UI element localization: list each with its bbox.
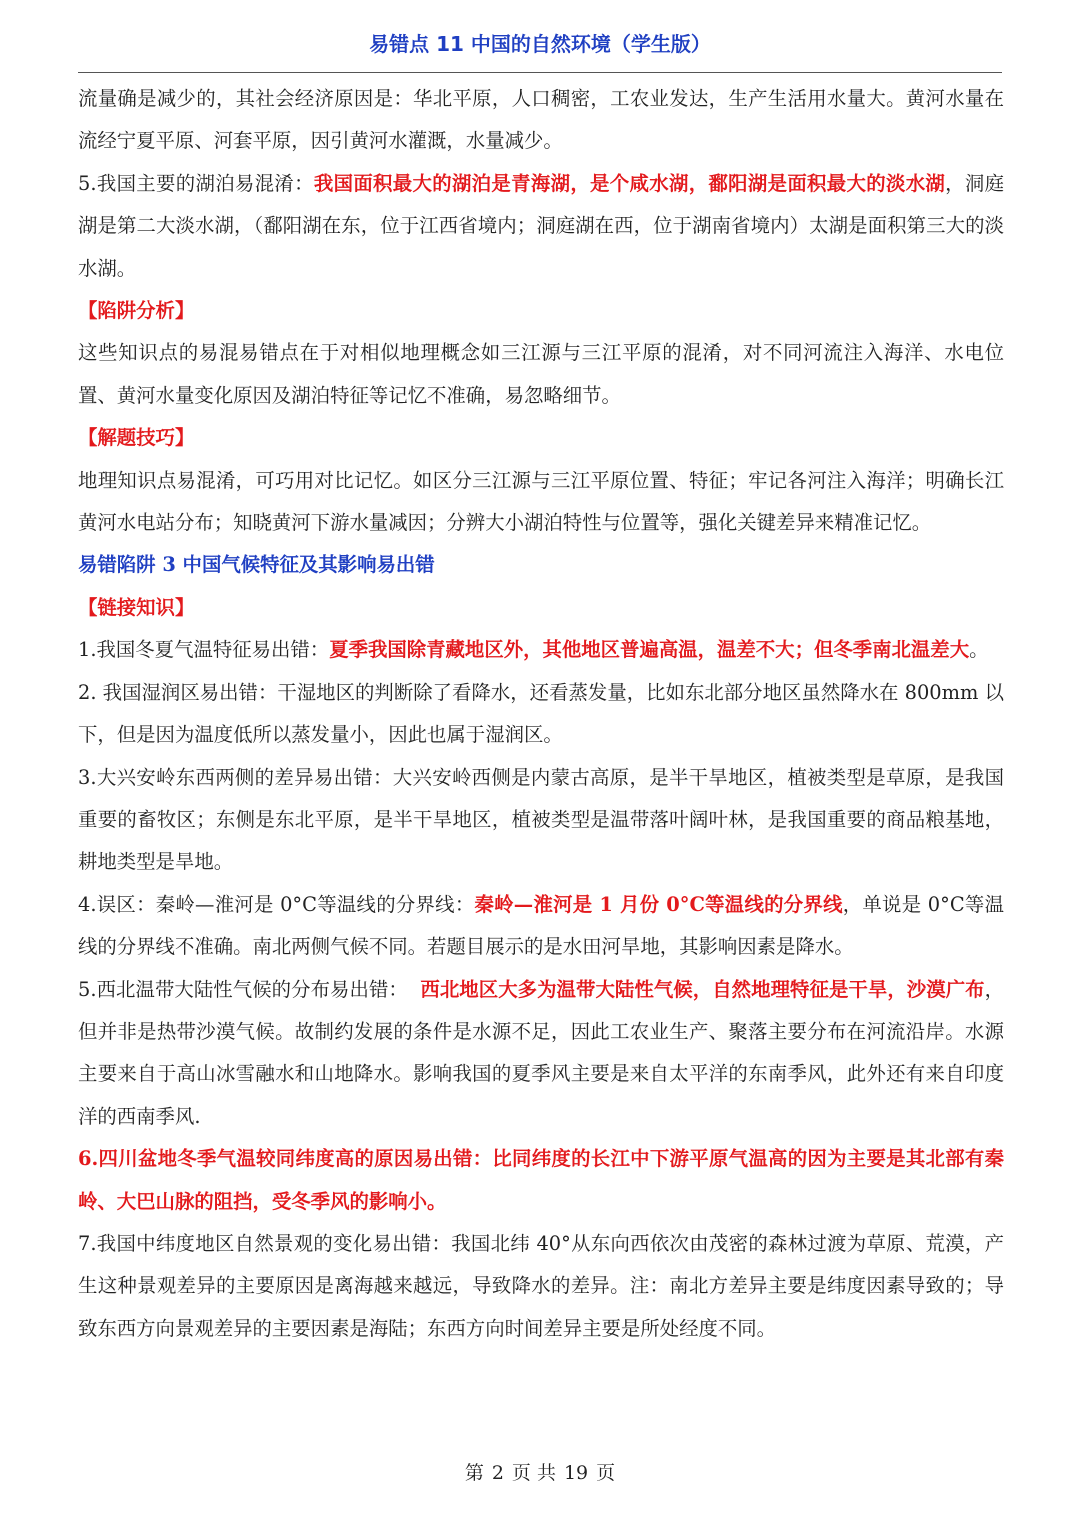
point-4-highlight: 秦岭—淮河是 1 月份 0°C等温线的分界线: [474, 892, 843, 916]
point-4-intro: 4.误区：秦岭—淮河是 0°C等温线的分界线：: [78, 892, 475, 916]
point-1-end: 。: [969, 638, 989, 662]
paragraph-point-2: 2. 我国湿润区易出错：干湿地区的判断除了看降水，还看蒸发量，比如东北部分地区虽然降水在 800mm 以下，但是因为温度低所以蒸发量小，因此也属于湿润区。: [78, 680, 1004, 747]
lakes-rest: ，洞庭湖是第二大淡水湖，（鄱阳湖在东，位于江西省境内；洞庭湖在西，位于湖南省境内）太湖是面积第三大的淡水湖。: [78, 171, 1005, 280]
heading-trap-3: 易错陷阱 3 中国气候特征及其影响易出错: [78, 553, 435, 577]
paragraph-point-6: 6.四川盆地冬季气温较同纬度高的原因易出错：比同纬度的长江中下游平原气温高的因为主要是其北部有秦岭、大巴山脉的阻挡，受冬季风的影响小。: [78, 1147, 1004, 1213]
paragraph-point-5: [78, 969, 1004, 1139]
heading-trap-analysis: 【陷阱分析】: [78, 299, 195, 323]
page-header-title: 易错点 11 中国的自然环境（学生版）: [369, 32, 711, 56]
point-5-highlight: 西北地区大多为温带大陆性气候，自然地理特征是干旱，沙漠广布: [420, 977, 985, 1001]
footer-mid: 页 共: [511, 1462, 556, 1484]
paragraph-lakes: [78, 163, 1004, 290]
heading-solving-tips: 【解题技巧】: [78, 426, 195, 450]
page-content: [78, 78, 1004, 1350]
point-5-intro: 5.西北温带大陆性气候的分布易出错：: [78, 977, 421, 1001]
lakes-highlight: 我国面积最大的湖泊是青海湖，是个咸水湖，鄱阳湖是面积最大的淡水湖: [313, 171, 946, 195]
paragraph-river-flow: 流量确是减少的，其社会经济原因是：华北平原，人口稠密，工农业发达，生产生活用水量大。黄河水量在流经宁夏平原、河套平原，因引黄河水灌溉，水量减少。: [78, 87, 1004, 153]
footer-total-pages: 19: [563, 1462, 589, 1484]
point-5-rest: ，但并非是热带沙漠气候。故制约发展的条件是水源不足，因此工农业生产、聚落主要分布在河流沿岸。水源主要来自于高山冰雪融水和山地降水。影响我国的夏季风主要是来自太平洋的东南季风，此外还有来自印度洋的西南季风.: [78, 977, 1005, 1128]
paragraph-solving-tips: 地理知识点易混淆，可巧用对比记忆。如区分三江源与三江平原位置、特征；牢记各河注入海洋；明确长江黄河水电站分布；知晓黄河下游水量减因；分辨大小湖泊特性与位置等，强化关键差异来精准记忆。: [78, 468, 1004, 535]
footer-prefix: 第: [464, 1462, 484, 1484]
lakes-intro: 5.我国主要的湖泊易混淆：: [78, 171, 314, 195]
footer-page-number: 2: [491, 1462, 504, 1484]
page-footer: [0, 1458, 1080, 1485]
point-1-intro: 1.我国冬夏气温特征易出错：: [78, 638, 330, 662]
point-1-highlight: 夏季我国除青藏地区外，其他地区普遍高温，温差不大；但冬季南北温差大: [329, 638, 970, 662]
footer-suffix: 页: [596, 1462, 616, 1484]
paragraph-point-3: 3.大兴安岭东西两侧的差异易出错：大兴安岭西侧是内蒙古高原，是半干旱地区，植被类型是草原，是我国重要的畜牧区；东侧是东北平原，是半干旱地区，植被类型是温带落叶阔叶林，是我国重要的商品粮基地，耕地类型是旱地。: [78, 765, 1004, 874]
header-divider: [78, 72, 1002, 73]
paragraph-point-4: [78, 884, 1004, 969]
paragraph-point-7: 7.我国中纬度地区自然景观的变化易出错：我国北纬 40°从东向西依次由茂密的森林过渡为草原、荒漠，产生这种景观差异的主要原因是离海越来越远，导致降水的差异。注：南北方差异主要是纬度因素导致的；导致东西方向景观差异的主要因素是海陆；东西方向时间差异主要是所处经度不同。: [78, 1231, 1004, 1340]
paragraph-point-1: [78, 629, 1004, 671]
paragraph-trap-analysis: 这些知识点的易混易错点在于对相似地理概念如三江源与三江平原的混淆，对不同河流注入海洋、水电位置、黄河水量变化原因及湖泊特征等记忆不准确，易忽略细节。: [78, 341, 1004, 407]
heading-linked-knowledge: 【链接知识】: [78, 595, 195, 619]
point-4-rest: ，单说是 0°C等温线的分界线不准确。南北两侧气候不同。若题目展示的是水田河旱地，其影响因素是降水。: [78, 892, 1004, 959]
